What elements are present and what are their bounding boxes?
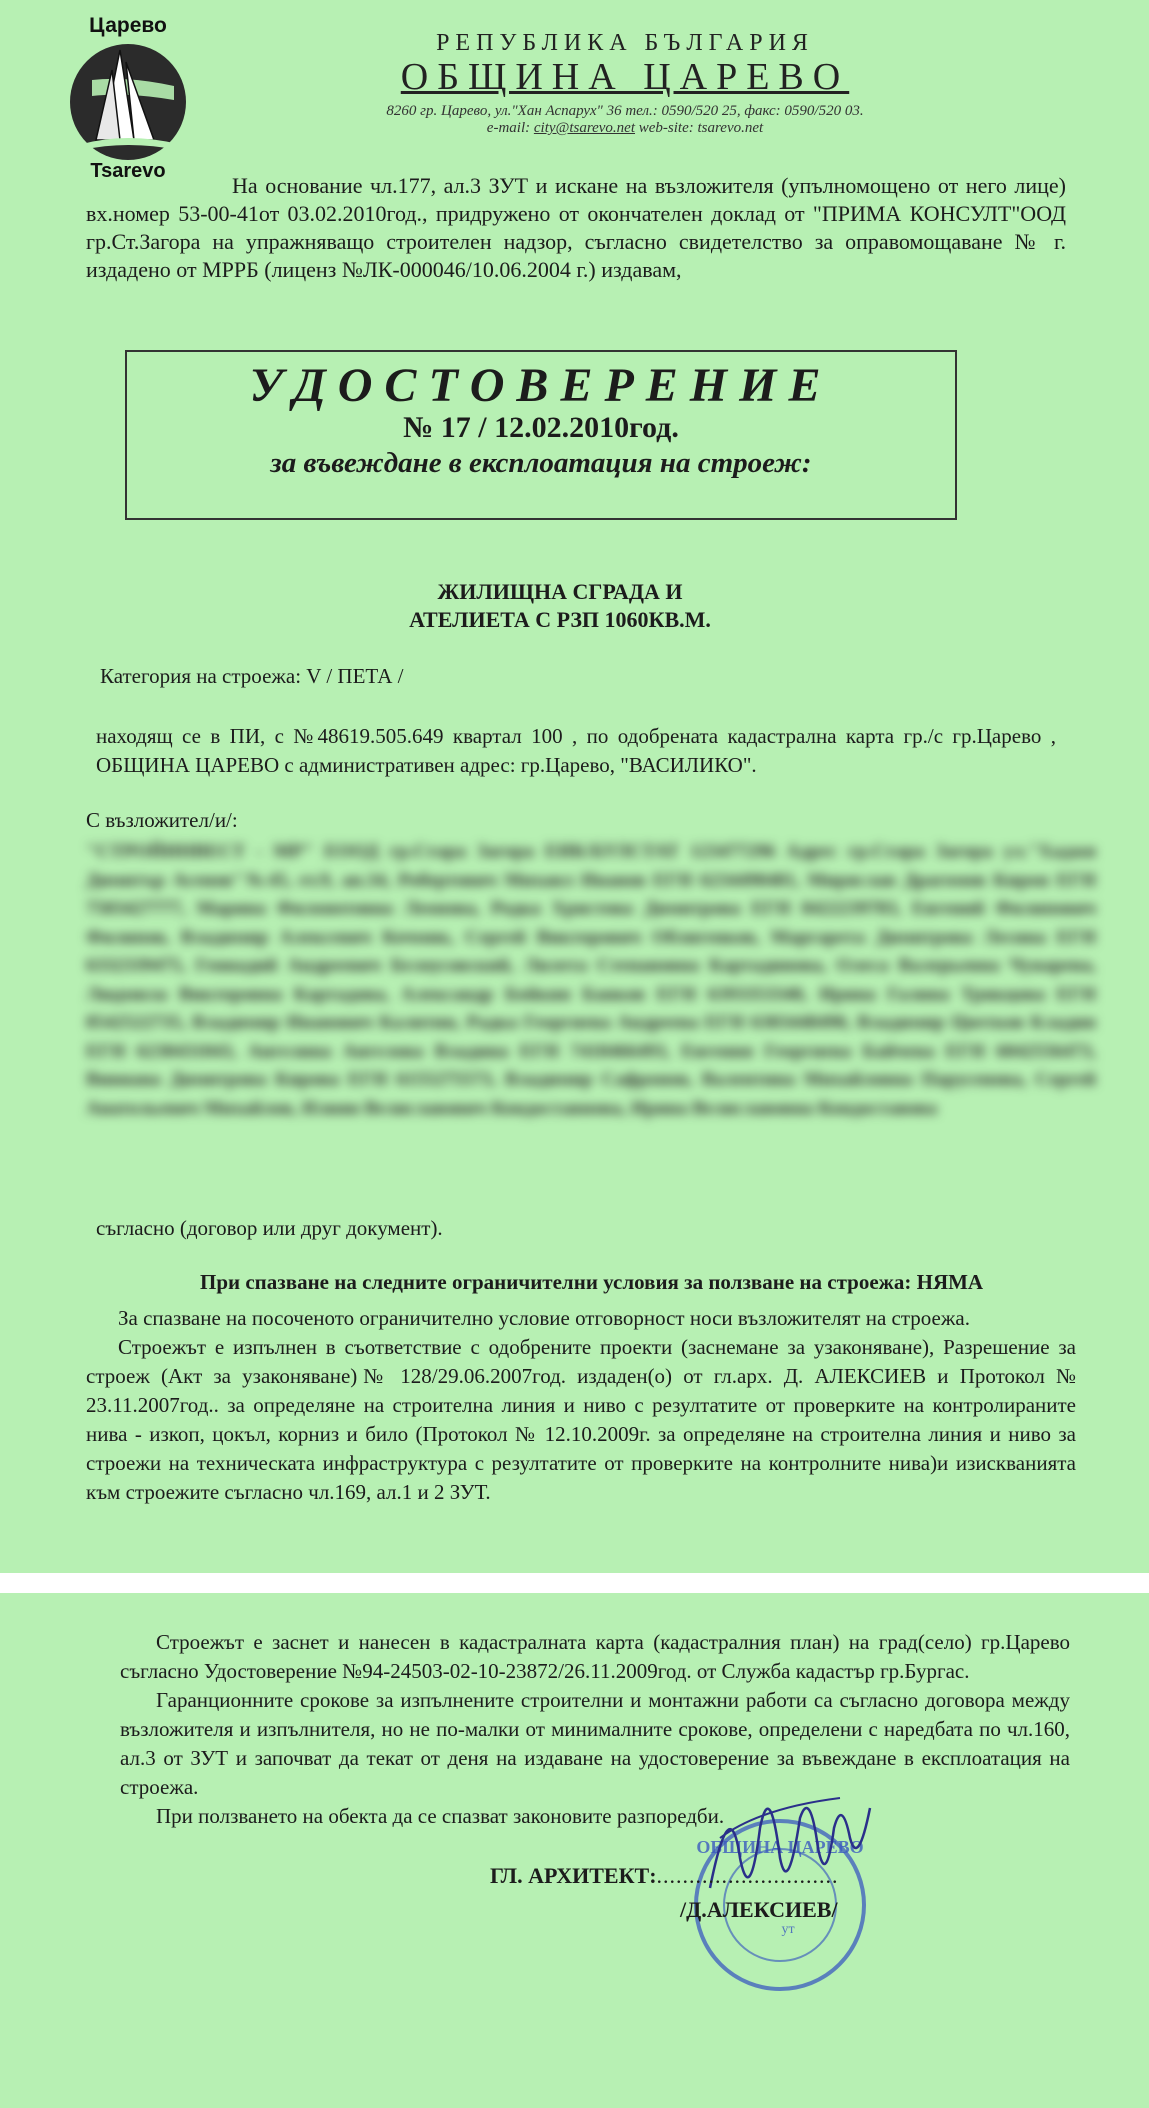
logo-bottom-text: Tsarevo bbox=[90, 160, 166, 182]
signatory-name: /Д.АЛЕКСИЕВ/ bbox=[680, 1897, 838, 1922]
intro-text: На основание чл.177, ал.3 ЗУТ и искане на възложителя (упълномощено от него лице) вх.номер 53-00-41от 03.02.2010год., придружено от окончателен доклад от "ПРИМА КОНСУЛТ"ООД гр.Ст.Загора на упражняващо строителен надзор, съгласно свидетелство за оправомощаване № г. издадено от МРРБ (лиценз №ЛК-000046/10.06.2004 г.) издавам, bbox=[86, 173, 1066, 282]
email-label: e-mail: bbox=[486, 120, 531, 136]
certificate-box bbox=[125, 350, 957, 520]
municipality-heading: ОБЩИНА ЦАРЕВО bbox=[400, 56, 850, 98]
web-label: web-site: bbox=[638, 120, 694, 136]
logo-top-text: Царево bbox=[89, 14, 167, 37]
building-line-1: ЖИЛИЩНА СГРАДА И bbox=[437, 579, 683, 604]
construction-category: Категория на строежа: V / ПЕТА / bbox=[100, 664, 404, 688]
certificate-subtitle: за въвеждане в експлоатация на строеж: bbox=[270, 447, 812, 479]
svg-text:ОБЩИНА ЦАРЕВО: ОБЩИНА ЦАРЕВО bbox=[696, 1837, 864, 1857]
agreement-note: съгласно (договор или друг документ). bbox=[96, 1216, 443, 1240]
building-description bbox=[360, 578, 760, 634]
web-link[interactable]: tsarevo.net bbox=[697, 120, 764, 136]
svg-text:ут: ут bbox=[781, 1922, 795, 1937]
body-text-page-2 bbox=[120, 1628, 1070, 1831]
chief-architect-title: ГЛ. АРХИТЕКТ: bbox=[490, 1863, 657, 1888]
compliance-paragraph: Строежът е изпълнен в съответствие с одобрените проекти (заснемане за узаконяване), Разрешение за строеж (Акт за узаконяване)№ 128/29.06.2007год. издаден(о) от гл.арх. Д. АЛЕКСИЕВ и Протокол № 23.11.2007год.. за определяне на строителна линия и ниво с резултатите от проверките на контролираните нива - изкоп, цокъл, корниз и било (Протокол № 12.10.2009г. за определяне на строителна линия и ниво за строежи на техническата инфраструктура с резултатите от проверките на контролните нива)и изискванията към строежите съгласно чл.169, ал.1 и 2 ЗУТ. bbox=[86, 1335, 1076, 1504]
body-text-page-1 bbox=[86, 1304, 1076, 1507]
sailboat-emblem-icon bbox=[62, 40, 194, 164]
responsibility-paragraph: За спазване на посоченото ограничително условие отговорност носи възложителят на строежа. bbox=[118, 1306, 970, 1330]
document-page-2 bbox=[0, 1593, 1149, 2108]
municipality-logo bbox=[58, 14, 198, 184]
regulations-paragraph: При ползването на обекта да се спазват законовите разпоредби. bbox=[156, 1804, 725, 1828]
certificate-number: № 17 / 12.02.2010год. bbox=[403, 411, 679, 444]
restrictions-heading: При спазване на следните ограничителни условия за ползване на строежа: НЯМА bbox=[200, 1270, 984, 1294]
letterhead bbox=[280, 30, 970, 137]
email-link[interactable]: city@tsarevo.net bbox=[533, 120, 636, 136]
address-line: 8260 гр. Царево, ул."Хан Аспарух" 36 тел.: 0590/520 25, факс: 0590/520 03. bbox=[386, 103, 864, 119]
warranty-paragraph: Гаранционните срокове за изпълнените строителни и монтажни работи са съгласно договора между възложителя и изпълнителя, но не по-малки от минималните срокове, определени с наредбата по чл.160, ал.3 от ЗУТ и започват да текат от деня на издаване на удостоверение за въвеждане в експлоатация на строежа. bbox=[120, 1688, 1070, 1799]
assignor-names-blurred: "СТРОЙИНВЕСТ - МР" ЕООД гр.Стара Загора ЕИК/БУЛСТАТ 123477296 Адрес гр.Стара Загора ул."Хаджи Димитър Асенов"№45, ет.9, ап.34, Робертович Михаил Иванов ЕГН 6234490481, Миряслав Драгомов Кирон ЕГН 7503427777, Марина Филонотовна Леонова, Родка Христова Димитрова ЕГН 8422239783, Евгений Филипович Филипов, Владимир Алексевич Кочмик, Сергей Викторович Облигенков, Маргарета Димитрова Лесина ЕГН 6332339475, Геннадий Андреевич Белоусовский, Лилета Степановна Картадинова, Олеса Валерьевна Чуварева, Людмила Викторовна Картадова, Александр Бойкин Банков ЕГН 6393353340, Ирина Галина Трикцова ЕГН 8542522735, Владимир Иванович Калитин, Радка Георгиева Андреева ЕГН 6303448490, Владимир Цветков Кладин ЕГН 6230431043, Ангелина Ангелова Владина ЕГН 7418466493, Евгения Георгиева Байчева ЕГН 6042556473, Вивиана Димитрова Кирова ЕГН 6155275573, Владимир Сафронов, Валентина Михайловна Парусенова, Сергей Анатольевич Михайлов, Илиян Велиславович Кондоставнова, Ирина Велиславовна Кондоставова bbox=[86, 841, 1096, 1119]
intro-paragraph bbox=[86, 172, 1066, 284]
signature-dots: ............................ bbox=[656, 1863, 839, 1888]
republic-heading: РЕПУБЛИКА БЪЛГАРИЯ bbox=[436, 30, 814, 56]
chief-architect-line bbox=[490, 1863, 839, 1889]
building-line-2: АТЕЛИЕТА С РЗП 1060КВ.М. bbox=[409, 607, 711, 632]
contact-line bbox=[280, 120, 970, 137]
assignor-label: С възложител/и/: bbox=[86, 808, 238, 832]
location-paragraph: находящ се в ПИ, с №48619.505.649 квартал 100 , по одобрената кадастрална карта гр./с гр.Царево , ОБЩИНА ЦАРЕВО с административен адрес: гр.Царево, "ВАСИЛИКО". bbox=[96, 724, 1056, 777]
handwritten-signature-icon bbox=[700, 1768, 900, 1918]
cadastre-paragraph: Строежът е заснет и нанесен в кадастралната карта (кадастралния план) на град(село) гр.Царево съгласно Удостоверение №94-24503-02-10-23872/26.11.2009год. от Служба кадастър гр.Бургас. bbox=[120, 1630, 1070, 1683]
certificate-title: УДОСТОВЕРЕНИЕ bbox=[249, 359, 833, 412]
